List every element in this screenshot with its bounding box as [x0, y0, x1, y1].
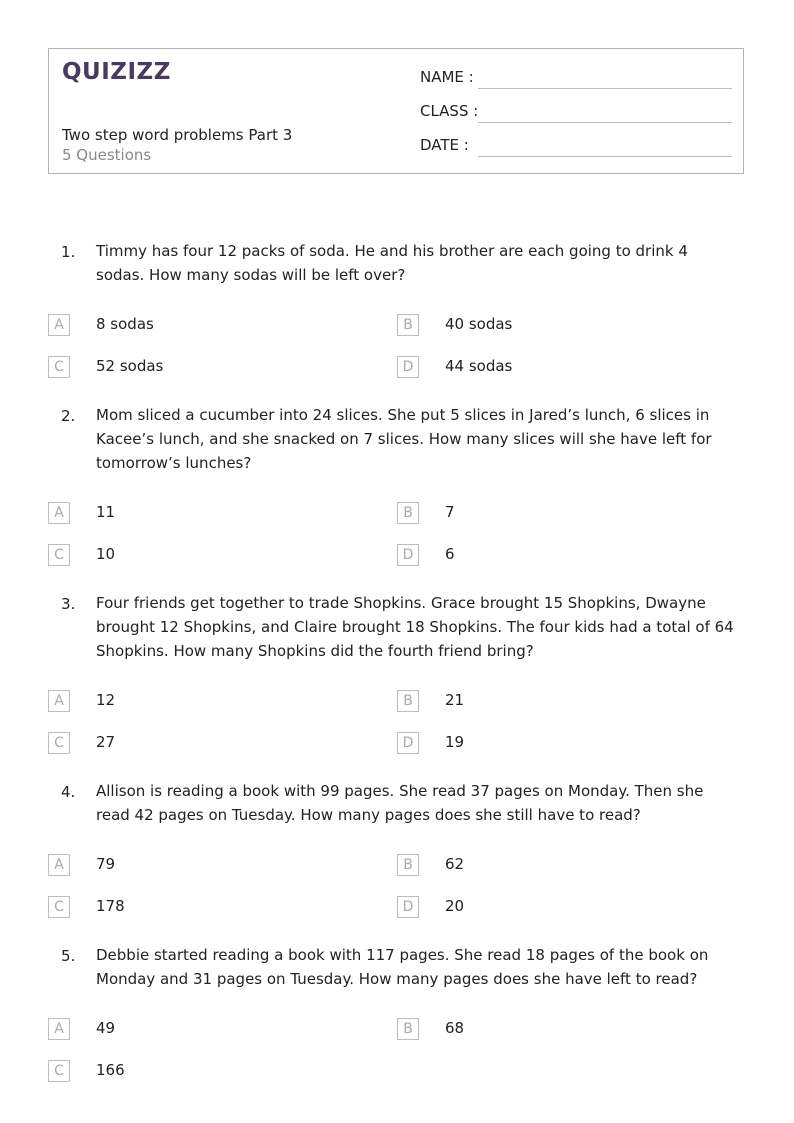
option-text: 6	[445, 545, 455, 563]
question-text: Allison is reading a book with 99 pages. She read 37 pages on Monday. Then she read 42 pages on Tuesday. How many pages does she still have to read?	[96, 782, 704, 824]
option-text: 7	[445, 503, 455, 521]
worksheet-title: Two step word problems Part 3	[62, 126, 293, 144]
option-letter: C	[48, 544, 70, 566]
option-text: 19	[445, 733, 465, 751]
option-letter: B	[397, 854, 419, 876]
question-number: 5.	[61, 947, 76, 965]
date-label: DATE :	[420, 136, 469, 154]
option-text: 10	[96, 545, 116, 563]
option-text: 52 sodas	[96, 357, 164, 375]
class-line[interactable]	[478, 122, 732, 123]
option-letter: D	[397, 356, 419, 378]
option-letter: B	[397, 502, 419, 524]
question-number: 2.	[61, 407, 76, 425]
question-text: Debbie started reading a book with 117 pages. She read 18 pages of the book on Monday and 31 pages on Tuesday. How many pages does she have left to read?	[96, 946, 709, 988]
option-text: 178	[96, 897, 125, 915]
option-letter: B	[397, 1018, 419, 1040]
option-letter: B	[397, 690, 419, 712]
option-letter: A	[48, 314, 70, 336]
option-text: 40 sodas	[445, 315, 513, 333]
option-letter: D	[397, 544, 419, 566]
option-text: 20	[445, 897, 465, 915]
question-count: 5 Questions	[62, 146, 152, 164]
option-text: 166	[96, 1061, 125, 1079]
option-letter: C	[48, 1060, 70, 1082]
option-text: 79	[96, 855, 116, 873]
question-text: Timmy has four 12 packs of soda. He and his brother are each going to drink 4 sodas. How many sodas will be left over?	[96, 242, 688, 284]
option-text: 27	[96, 733, 116, 751]
option-text: 8 sodas	[96, 315, 154, 333]
question-number: 4.	[61, 783, 76, 801]
option-letter: B	[397, 314, 419, 336]
option-letter: A	[48, 690, 70, 712]
option-letter: A	[48, 502, 70, 524]
quizizz-logo: QUIZIZZ	[62, 59, 171, 85]
option-text: 49	[96, 1019, 116, 1037]
option-text: 62	[445, 855, 465, 873]
option-letter: D	[397, 732, 419, 754]
option-text: 21	[445, 691, 465, 709]
option-letter: A	[48, 1018, 70, 1040]
option-letter: C	[48, 732, 70, 754]
option-text: 68	[445, 1019, 465, 1037]
option-text: 12	[96, 691, 116, 709]
option-text: 44 sodas	[445, 357, 513, 375]
option-text: 11	[96, 503, 116, 521]
date-line[interactable]	[478, 156, 732, 157]
question-number: 1.	[61, 243, 76, 261]
option-letter: C	[48, 896, 70, 918]
question-text: Mom sliced a cucumber into 24 slices. She put 5 slices in Jared’s lunch, 6 slices in Kacee’s lunch, and she snacked on 7 slices. How many slices will she have left for tomorrow’s lunches?	[96, 406, 712, 472]
question-number: 3.	[61, 595, 76, 613]
class-label: CLASS :	[420, 102, 479, 120]
option-letter: A	[48, 854, 70, 876]
worksheet-header	[48, 48, 744, 174]
option-letter: D	[397, 896, 419, 918]
option-letter: C	[48, 356, 70, 378]
question-text: Four friends get together to trade Shopkins. Grace brought 15 Shopkins, Dwayne brought 12 Shopkins, and Claire brought 18 Shopkins. The four kids had a total of 64 Shopkins. How many Shopkins did the fourth friend bring?	[96, 594, 734, 660]
name-line[interactable]	[478, 88, 732, 89]
name-label: NAME :	[420, 68, 474, 86]
